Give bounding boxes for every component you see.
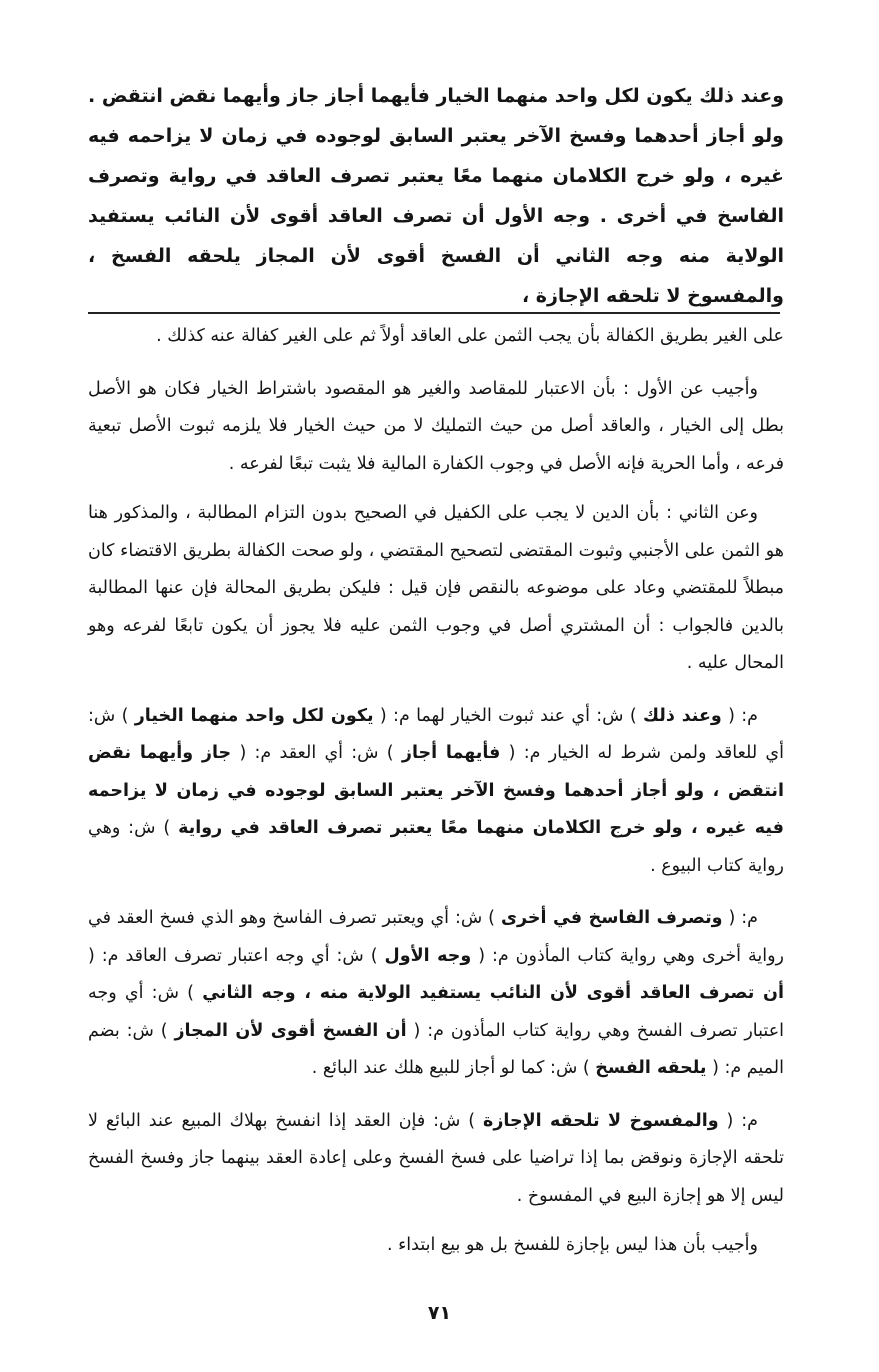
- main-text: وعند ذلك يكون لكل واحد منهما الخيار فأيهما أجاز جاز وأيهما نقض انتقض . ولو أجاز أحدهما وفسخ الآخر يعتبر السابق لوجوده في زمان لا يزاحمه فيه غيره ، ولو خرج الكلامان منهما معًا يعتبر تصرف العاقد في رواية وتصرف الفاسخ في أخرى . وجه الأول أن تصرف العاقد أقوى لأن النائب يستفيد الولاية منه وجه الثاني أن الفسخ أقوى لأن المجاز يلحقه الفسخ ، والمفسوخ لا تلحقه الإجازة ،: [88, 85, 784, 307]
- paragraph-indent: [758, 503, 784, 523]
- text-run: م: (: [718, 1110, 758, 1131]
- text-run: ) ش: أي للعاقد ولمن شرط له الخيار م: (: [88, 705, 784, 763]
- paragraph-indent: [758, 379, 784, 399]
- commentary-paragraph-7: [88, 1227, 784, 1265]
- commentary-paragraph-6: [88, 1103, 784, 1216]
- text-run: ) ش: كما لو أجاز للبيع هلك عند البائع .: [311, 1058, 596, 1078]
- quoted-matn: والمفسوخ لا تلحقه الإجازة: [483, 1110, 719, 1131]
- quoted-matn: يلحقه الفسخ: [595, 1058, 707, 1078]
- text-run: ) ش: أي ويعتبر تصرف الفاسخ وهو الذي فسخ العقد في رواية أخرى وهي رواية كتاب المأذون م: (: [88, 908, 784, 966]
- quoted-matn: وتصرف الفاسخ في أخرى: [500, 908, 723, 928]
- text-run: ) ش: بضم الميم م: (: [88, 1020, 784, 1078]
- quoted-matn: وجه الأول: [384, 945, 472, 966]
- paragraph-indent: [758, 1111, 784, 1131]
- text-run: ) ش: أي وجه اعتبار تصرف الفسخ وهي رواية كتاب المأذون م: (: [88, 983, 785, 1041]
- text-run: ) ش: فإن العقد إذا انفسخ بهلاك المبيع عند البائع لا تلحقه الإجازة ونوقض بما إذا تراضيا على فسخ الفسخ وعلى إعادة العقد بينهما جاز وفسخ الفسخ ليس إلا هو إجازة البيع في المفسوخ .: [88, 1110, 784, 1206]
- quoted-matn: أن تصرف العاقد أقوى لأن النائب يستفيد الولاية منه ، وجه الثاني: [202, 983, 784, 1003]
- quoted-matn: فأيهما أجاز: [401, 743, 501, 763]
- text-run: م: (: [721, 705, 759, 726]
- footnote-divider: [88, 312, 780, 314]
- commentary-paragraph-5: [88, 900, 784, 1088]
- commentary-text: على الغير بطريق الكفالة بأن يجب الثمن على العاقد أولاً ثم على الغير كفالة عنه كذلك .: [156, 326, 784, 346]
- text-run: ) ش: أي العقد م: (: [231, 743, 402, 763]
- quoted-matn: وعند ذلك: [643, 705, 722, 726]
- commentary-paragraph-2: [88, 371, 784, 484]
- paragraph-indent: [758, 908, 784, 928]
- paragraph-indent: [758, 1235, 784, 1255]
- paragraph-indent: [758, 706, 784, 726]
- quoted-matn: يكون لكل واحد منهما الخيار: [134, 705, 374, 726]
- commentary-paragraph-1: [88, 318, 784, 356]
- commentary-paragraph-4: [88, 698, 784, 886]
- commentary-text: وأجيب عن الأول : بأن الاعتبار للمقاصد والغير هو المقصود باشتراط الخيار فكان هو الأصل بطل إلى الخيار ، والعاقد أصل من حيث التمليك لا من حيث الخيار فلا يلزمه ثبوت الأصل تبعية فرعه ، وأما الحرية فإنه الأصل في وجوب الكفارة المالية فلا يثبت تبعًا لفرعه .: [88, 378, 784, 474]
- commentary-block: [88, 318, 784, 1277]
- main-text-block: [88, 76, 784, 316]
- text-run: ) ش: أي وجه اعتبار تصرف العاقد م: (: [88, 945, 385, 966]
- quoted-matn: جاز وأيهما نقض انتقض ، ولو أجاز أحدهما وفسخ الآخر يعتبر السابق لوجوده في زمان لا يزاحمه فيه غيره ، ولو خرج الكلامان منهما معًا يعتبر تصرف العاقد في رواية: [88, 743, 784, 838]
- quoted-matn: أن الفسخ أقوى لأن المجاز: [174, 1020, 407, 1041]
- commentary-paragraph-3: [88, 495, 784, 683]
- text-run: ) ش: أي عند ثبوت الخيار لهما م: (: [373, 705, 643, 726]
- commentary-text: وأجيب بأن هذا ليس بإجازة للفسخ بل هو بيع ابتداء .: [386, 1235, 758, 1255]
- text-run: م: (: [722, 908, 759, 928]
- commentary-text: وعن الثاني : بأن الدين لا يجب على الكفيل في الصحيح بدون التزام المطالبة ، والمذكور هنا هو الثمن على الأجنبي وثبوت المقتضى لتصحيح المقتضي ، ولو صحت الكفالة بطريق الاقتضاء كان مبطلاً للمقتضي وعاد على موضوعه بالنقص فإن قيل : فليكن بطريق المحالة فإن عنها المطالبة بالدين فالجواب : أن المشتري أصل في وجوب الثمن عليه فلا يجوز أن يكون تابعًا لفرعه وهو المحال عليه .: [88, 503, 784, 673]
- page-number: ٧١: [427, 1302, 452, 1324]
- text-run: ) ش: وهي رواية كتاب البيوع .: [88, 818, 784, 876]
